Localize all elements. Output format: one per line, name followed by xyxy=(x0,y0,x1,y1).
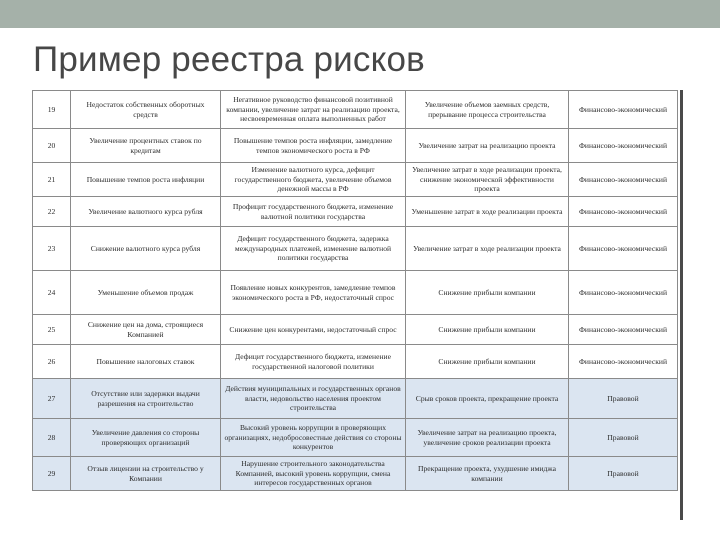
risk-factor-cell: Увеличение валютного курса рубля xyxy=(71,197,221,227)
risk-cause-cell: Профицит государственного бюджета, изменение валютной политики государства xyxy=(221,197,406,227)
risk-consequence-cell: Прекращение проекта, ухудшение имиджа компании xyxy=(406,457,569,491)
risk-factor-cell: Увеличение давления со стороны проверяющих организаций xyxy=(71,419,221,457)
risk-consequence-cell: Снижение прибыли компании xyxy=(406,345,569,379)
risk-type-cell: Финансово-экономический xyxy=(569,163,678,197)
risk-register-table-frame xyxy=(32,90,682,520)
risk-factor-cell: Недостаток собственных оборотных средств xyxy=(71,91,221,129)
risk-cause-cell: Появление новых конкурентов, замедление темпов экономического роста в РФ, недостаточный спрос xyxy=(221,271,406,315)
risk-type-cell: Правовой xyxy=(569,419,678,457)
table-right-edge xyxy=(680,90,683,520)
table-row xyxy=(33,129,678,163)
risk-factor-cell: Отзыв лицензии на строительство у Компании xyxy=(71,457,221,491)
table-row xyxy=(33,163,678,197)
table-row xyxy=(33,91,678,129)
risk-type-cell: Финансово-экономический xyxy=(569,315,678,345)
row-number-cell: 27 xyxy=(33,379,71,419)
risk-register-table xyxy=(32,90,678,491)
row-number-cell: 29 xyxy=(33,457,71,491)
risk-consequence-cell: Уменьшение затрат в ходе реализации проекта xyxy=(406,197,569,227)
risk-type-cell: Финансово-экономический xyxy=(569,197,678,227)
risk-cause-cell: Негативное руководство финансовой позитивной компании, увеличение затрат на реализацию проекта, несвоевременная оплата выполненных работ xyxy=(221,91,406,129)
table-row xyxy=(33,457,678,491)
risk-cause-cell: Нарушение строительного законодательства Компанией, высокий уровень коррупции, смена интересов государственных органов xyxy=(221,457,406,491)
risk-factor-cell: Снижение валютного курса рубля xyxy=(71,227,221,271)
risk-consequence-cell: Снижение прибыли компании xyxy=(406,271,569,315)
row-number-cell: 24 xyxy=(33,271,71,315)
risk-consequence-cell: Снижение прибыли компании xyxy=(406,315,569,345)
row-number-cell: 28 xyxy=(33,419,71,457)
risk-cause-cell: Повышение темпов роста инфляции, замедление темпов экономического роста в РФ xyxy=(221,129,406,163)
risk-type-cell: Финансово-экономический xyxy=(569,345,678,379)
risk-type-cell: Финансово-экономический xyxy=(569,227,678,271)
risk-consequence-cell: Увеличение объемов заемных средств, прерывание процесса строительства xyxy=(406,91,569,129)
top-accent-bar xyxy=(0,0,720,28)
risk-factor-cell: Повышение темпов роста инфляции xyxy=(71,163,221,197)
risk-type-cell: Правовой xyxy=(569,457,678,491)
risk-factor-cell: Снижение цен на дома, строящиеся Компанией xyxy=(71,315,221,345)
table-row xyxy=(33,315,678,345)
table-row xyxy=(33,197,678,227)
risk-consequence-cell: Увеличение затрат в ходе реализации проекта, снижение экономической эффективности проекта xyxy=(406,163,569,197)
row-number-cell: 21 xyxy=(33,163,71,197)
risk-cause-cell: Дефицит государственного бюджета, изменение государственной налоговой политики xyxy=(221,345,406,379)
risk-type-cell: Финансово-экономический xyxy=(569,91,678,129)
risk-factor-cell: Отсутствие или задержки выдачи разрешения на строительство xyxy=(71,379,221,419)
risk-factor-cell: Повышение налоговых ставок xyxy=(71,345,221,379)
risk-cause-cell: Высокий уровень коррупции в проверяющих организациях, недобросовестные действия со стороны конкурентов xyxy=(221,419,406,457)
risk-factor-cell: Увеличение процентных ставок по кредитам xyxy=(71,129,221,163)
row-number-cell: 22 xyxy=(33,197,71,227)
risk-type-cell: Финансово-экономический xyxy=(569,129,678,163)
table-row xyxy=(33,345,678,379)
risk-consequence-cell: Увеличение затрат на реализацию проекта xyxy=(406,129,569,163)
row-number-cell: 23 xyxy=(33,227,71,271)
risk-consequence-cell: Увеличение затрат в ходе реализации проекта xyxy=(406,227,569,271)
slide-title: Пример реестра рисков xyxy=(33,40,425,79)
risk-cause-cell: Действия муниципальных и государственных органов власти, недовольство населения проектом строительства xyxy=(221,379,406,419)
risk-consequence-cell: Срыв сроков проекта, прекращение проекта xyxy=(406,379,569,419)
row-number-cell: 20 xyxy=(33,129,71,163)
table-row xyxy=(33,227,678,271)
risk-cause-cell: Снижение цен конкурентами, недостаточный спрос xyxy=(221,315,406,345)
risk-factor-cell: Уменьшение объемов продаж xyxy=(71,271,221,315)
risk-consequence-cell: Увеличение затрат на реализацию проекта, увеличение сроков реализации проекта xyxy=(406,419,569,457)
table-row xyxy=(33,419,678,457)
table-row xyxy=(33,379,678,419)
risk-cause-cell: Изменение валютного курса, дефицит государственного бюджета, увеличение объемов денежной массы в РФ xyxy=(221,163,406,197)
table-row xyxy=(33,271,678,315)
row-number-cell: 19 xyxy=(33,91,71,129)
row-number-cell: 25 xyxy=(33,315,71,345)
risk-type-cell: Правовой xyxy=(569,379,678,419)
risk-type-cell: Финансово-экономический xyxy=(569,271,678,315)
risk-cause-cell: Дефицит государственного бюджета, задержка международных платежей, изменение валютной политики государства xyxy=(221,227,406,271)
row-number-cell: 26 xyxy=(33,345,71,379)
